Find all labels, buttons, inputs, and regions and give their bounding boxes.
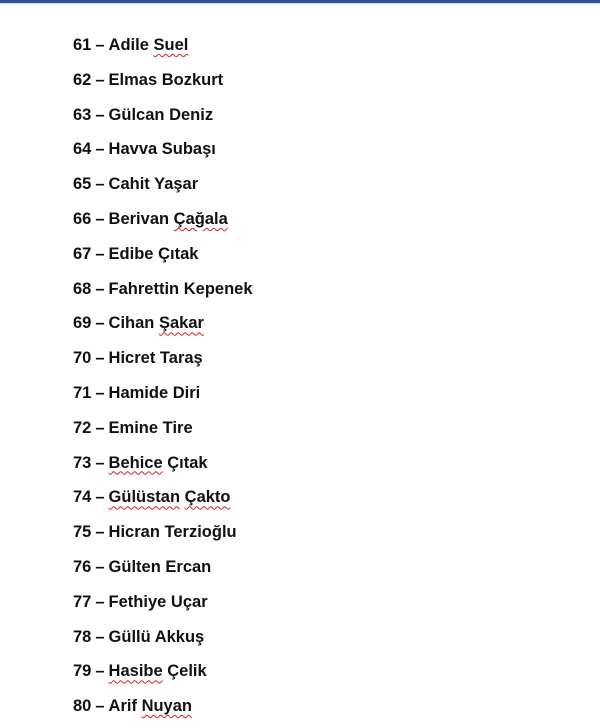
entry-first-name: Güllü: [108, 627, 151, 646]
entry-separator: –: [95, 662, 105, 681]
list-item: [73, 484, 573, 519]
entry-separator: –: [95, 70, 105, 89]
entry-last-name: Terzioğlu: [164, 523, 237, 542]
entry-separator: –: [95, 209, 105, 228]
list-item: [73, 67, 573, 102]
entry-first-name: Adile: [108, 36, 149, 54]
entry-first-name: Fethiye: [108, 592, 167, 611]
list-item: [73, 310, 573, 345]
entry-first-name: Arif: [108, 697, 137, 716]
entry-separator: –: [95, 557, 105, 576]
entry-number: 68: [73, 279, 92, 298]
entry-last-name: Taraş: [159, 349, 203, 368]
entry-number: 80: [73, 697, 92, 716]
list-item: [73, 415, 573, 450]
list-item: [73, 589, 573, 624]
entry-first-name: Gülüstan: [108, 488, 181, 507]
list-item: [73, 171, 573, 206]
list-item: [73, 345, 573, 380]
entry-number: 62: [73, 70, 92, 89]
entry-first-name: Berivan: [108, 209, 170, 228]
entry-separator: –: [95, 279, 105, 298]
entry-first-name: Gülcan: [108, 105, 165, 124]
list-item: [73, 450, 573, 485]
entry-first-name: Hamide: [108, 383, 169, 402]
entry-number: 76: [73, 557, 92, 576]
document-page: [73, 32, 573, 728]
entry-first-name: Emine: [108, 418, 159, 437]
entry-separator: –: [95, 383, 105, 402]
entry-last-name: Çıtak: [158, 244, 199, 263]
entry-first-name: Edibe: [108, 244, 154, 263]
entry-last-name: Ercan: [165, 557, 212, 576]
entry-separator: –: [95, 523, 105, 542]
list-item: [73, 136, 573, 171]
entry-number: 69: [73, 314, 92, 333]
entry-number: 79: [73, 662, 92, 681]
entry-last-name: Çıtak: [167, 453, 208, 472]
entry-first-name: Hicret: [108, 349, 156, 368]
entry-first-name: Cahit: [108, 175, 150, 194]
entry-last-name: Yaşar: [154, 175, 199, 194]
header-shadow: [0, 3, 600, 5]
entry-first-name: Havva: [108, 140, 158, 159]
entry-last-name: Deniz: [169, 105, 214, 124]
entry-last-name: Nuyan: [141, 697, 192, 716]
list-item: [73, 380, 573, 415]
entry-number: 70: [73, 349, 92, 368]
entry-first-name: Hicran: [108, 523, 160, 542]
entry-last-name: Bozkurt: [161, 70, 224, 89]
entry-number: 63: [73, 105, 92, 124]
entry-last-name: Uçar: [170, 592, 208, 611]
entry-separator: –: [95, 314, 105, 333]
entry-last-name: Çağala: [173, 209, 228, 228]
entry-first-name: Gülten: [108, 557, 161, 576]
entry-first-name: Hasibe: [108, 662, 163, 681]
entry-number: 66: [73, 209, 92, 228]
list-item: [73, 693, 573, 728]
list-item: [73, 554, 573, 589]
entry-number: 71: [73, 383, 92, 402]
entry-separator: –: [95, 244, 105, 263]
entry-number: 64: [73, 140, 92, 159]
entry-first-name: Behice: [108, 453, 163, 472]
entry-number: 65: [73, 175, 92, 194]
list-item: [73, 241, 573, 276]
entry-last-name: Subaşı: [161, 140, 216, 159]
entry-first-name: Cihan: [108, 314, 155, 333]
entry-last-name: Akkuş: [154, 627, 205, 646]
list-item: [73, 624, 573, 659]
list-item: [73, 206, 573, 241]
list-item: [73, 32, 573, 67]
list-item: [73, 102, 573, 137]
entry-last-name: Diri: [172, 383, 201, 402]
entry-last-name: Kepenek: [183, 279, 253, 298]
entry-number: 78: [73, 627, 92, 646]
list-item: [73, 519, 573, 554]
entry-separator: –: [95, 175, 105, 194]
entry-separator: –: [95, 418, 105, 437]
entry-number: 75: [73, 523, 92, 542]
entry-last-name: Suel: [153, 36, 189, 54]
entry-number: 67: [73, 244, 92, 263]
entry-last-name: Çelik: [167, 662, 207, 681]
entry-separator: –: [95, 592, 105, 611]
entry-separator: –: [95, 627, 105, 646]
entry-separator: –: [95, 453, 105, 472]
entry-last-name: Şakar: [158, 314, 204, 333]
entry-last-name: Çakto: [184, 488, 231, 507]
entry-number: 72: [73, 418, 92, 437]
entry-number: 61: [73, 36, 92, 54]
entry-separator: –: [95, 36, 105, 54]
entry-separator: –: [95, 697, 105, 716]
entry-number: 77: [73, 592, 92, 611]
list-item: [73, 276, 573, 311]
entry-number: 73: [73, 453, 92, 472]
entry-separator: –: [95, 105, 105, 124]
entry-last-name: Tire: [162, 418, 193, 437]
entry-separator: –: [95, 140, 105, 159]
entry-first-name: Fahrettin: [108, 279, 180, 298]
entry-separator: –: [95, 349, 105, 368]
entry-number: 74: [73, 488, 92, 507]
entry-separator: –: [95, 488, 105, 507]
list-item: [73, 658, 573, 693]
entry-first-name: Elmas: [108, 70, 158, 89]
